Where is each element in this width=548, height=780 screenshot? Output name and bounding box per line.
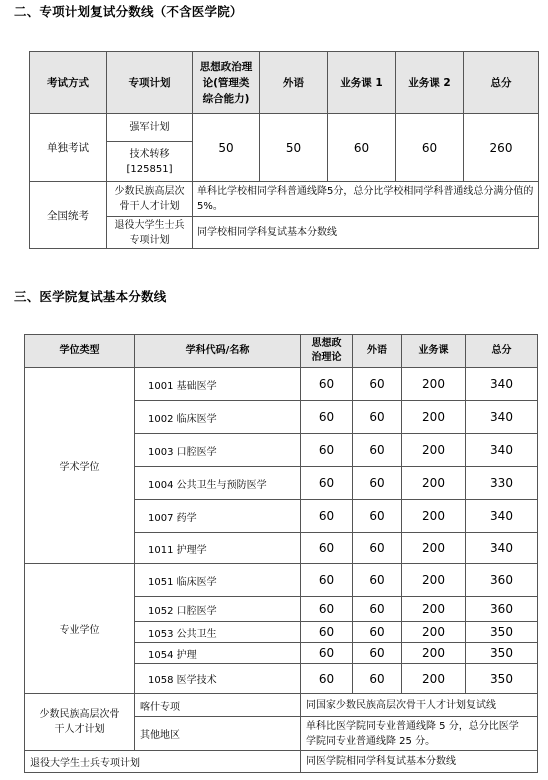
score-foreign: 60 bbox=[353, 643, 402, 664]
section-title-special-plans: 二、专项计划复试分数线（不含医学院） bbox=[14, 4, 243, 19]
subject-name: 1003 口腔医学 bbox=[135, 434, 301, 467]
score-politics: 60 bbox=[301, 564, 353, 597]
header-course-2: 业务课 2 bbox=[396, 52, 464, 114]
score-politics: 60 bbox=[301, 533, 353, 564]
score-politics: 60 bbox=[301, 622, 353, 643]
minority-label-line: 干人才计划 bbox=[54, 724, 105, 735]
exam-method-single: 单独考试 bbox=[30, 114, 107, 182]
score-course: 200 bbox=[402, 564, 466, 597]
score-total: 350 bbox=[466, 664, 538, 694]
score-course: 200 bbox=[402, 622, 466, 643]
header-foreign-language: 外语 bbox=[260, 52, 328, 114]
score-course: 200 bbox=[402, 467, 466, 500]
header-politics-line: 思想政治理 bbox=[199, 60, 253, 73]
header-course: 业务课 bbox=[402, 335, 466, 368]
degree-academic: 学术学位 bbox=[25, 368, 135, 564]
section-title-medical: 三、医学院复试基本分数线 bbox=[14, 289, 167, 304]
score-total: 360 bbox=[466, 564, 538, 597]
score-total: 260 bbox=[464, 114, 539, 182]
subject-name: 1054 护理 bbox=[135, 643, 301, 664]
degree-minority bbox=[25, 694, 135, 751]
score-course: 200 bbox=[402, 401, 466, 434]
score-foreign: 60 bbox=[353, 467, 402, 500]
veteran-note: 同医学院相同学科复试基本分数线 bbox=[301, 751, 538, 773]
plan-veteran bbox=[107, 217, 193, 249]
table-header-row bbox=[30, 52, 539, 114]
score-total: 340 bbox=[466, 533, 538, 564]
score-course-2: 60 bbox=[396, 114, 464, 182]
score-politics: 50 bbox=[193, 114, 260, 182]
kashgar-note: 同国家少数民族高层次骨干人才计划复试线 bbox=[301, 694, 538, 717]
score-course: 200 bbox=[402, 664, 466, 694]
plan-line: 专项计划 bbox=[129, 234, 170, 246]
table-row bbox=[25, 564, 538, 597]
table-row bbox=[30, 182, 539, 217]
score-politics: 60 bbox=[301, 500, 353, 533]
header-special-plan: 专项计划 bbox=[107, 52, 193, 114]
plan-line: 技术转移 bbox=[129, 148, 170, 160]
score-politics: 60 bbox=[301, 368, 353, 401]
plan-tech-transfer bbox=[107, 142, 193, 182]
header-foreign-language: 外语 bbox=[353, 335, 402, 368]
score-course: 200 bbox=[402, 533, 466, 564]
score-course-1: 60 bbox=[328, 114, 396, 182]
note-line: 单科比医学院同专业普通线降 5 分，总分比医学 bbox=[306, 720, 519, 732]
minority-other: 其他地区 bbox=[135, 717, 301, 751]
header-politics-line: 论(管理类 bbox=[202, 76, 250, 89]
score-course: 200 bbox=[402, 500, 466, 533]
subject-name: 1058 医学技术 bbox=[135, 664, 301, 694]
header-subject: 学科代码/名称 bbox=[135, 335, 301, 368]
score-total: 340 bbox=[466, 500, 538, 533]
score-foreign: 50 bbox=[260, 114, 328, 182]
medical-table bbox=[24, 334, 538, 773]
degree-professional: 专业学位 bbox=[25, 564, 135, 694]
plan-line: 退役大学生士兵 bbox=[114, 219, 185, 231]
other-region-note bbox=[301, 717, 538, 751]
score-total: 340 bbox=[466, 434, 538, 467]
minority-note: 单科比学校相同学科普通线降5分，总分比学校相同学科普通线总分满分值的5%。 bbox=[193, 182, 539, 217]
score-politics: 60 bbox=[301, 643, 353, 664]
score-total: 360 bbox=[466, 597, 538, 622]
score-course: 200 bbox=[402, 643, 466, 664]
score-total: 350 bbox=[466, 643, 538, 664]
score-foreign: 60 bbox=[353, 597, 402, 622]
score-foreign: 60 bbox=[353, 533, 402, 564]
subject-name: 1051 临床医学 bbox=[135, 564, 301, 597]
score-politics: 60 bbox=[301, 434, 353, 467]
header-politics bbox=[301, 335, 353, 368]
header-exam-method: 考试方式 bbox=[30, 52, 107, 114]
score-course: 200 bbox=[402, 597, 466, 622]
header-politics bbox=[193, 52, 260, 114]
header-course-1: 业务课 1 bbox=[328, 52, 396, 114]
score-course: 200 bbox=[402, 434, 466, 467]
table-row bbox=[25, 368, 538, 401]
score-total: 330 bbox=[466, 467, 538, 500]
table-row bbox=[30, 114, 539, 142]
plan-line: 骨干人才计划 bbox=[119, 201, 180, 212]
subject-name: 1053 公共卫生 bbox=[135, 622, 301, 643]
table-row bbox=[25, 751, 538, 773]
plan-code: [125851] bbox=[126, 163, 173, 175]
header-politics-line: 思想政 bbox=[311, 338, 342, 349]
veteran-plan: 退役大学生士兵专项计划 bbox=[25, 751, 301, 773]
score-total: 340 bbox=[466, 368, 538, 401]
score-course: 200 bbox=[402, 368, 466, 401]
minority-kashgar: 喀什专项 bbox=[135, 694, 301, 717]
subject-name: 1002 临床医学 bbox=[135, 401, 301, 434]
table-row bbox=[25, 694, 538, 717]
header-degree-type: 学位类型 bbox=[25, 335, 135, 368]
subject-name: 1052 口腔医学 bbox=[135, 597, 301, 622]
table-row bbox=[30, 217, 539, 249]
score-total: 350 bbox=[466, 622, 538, 643]
header-total: 总分 bbox=[464, 52, 539, 114]
score-foreign: 60 bbox=[353, 664, 402, 694]
score-foreign: 60 bbox=[353, 401, 402, 434]
veteran-note: 同学校相同学科复试基本分数线 bbox=[193, 217, 539, 249]
plan-minority bbox=[107, 182, 193, 217]
exam-method-national: 全国统考 bbox=[30, 182, 107, 249]
special-plans-table bbox=[29, 51, 539, 249]
header-politics-line: 治理论 bbox=[311, 352, 342, 363]
score-foreign: 60 bbox=[353, 434, 402, 467]
score-foreign: 60 bbox=[353, 500, 402, 533]
note-line: 学院同专业普通线降 25 分。 bbox=[306, 735, 436, 747]
score-foreign: 60 bbox=[353, 564, 402, 597]
table-header-row bbox=[25, 335, 538, 368]
score-politics: 60 bbox=[301, 401, 353, 434]
score-foreign: 60 bbox=[353, 622, 402, 643]
subject-name: 1001 基础医学 bbox=[135, 368, 301, 401]
subject-name: 1011 护理学 bbox=[135, 533, 301, 564]
score-politics: 60 bbox=[301, 597, 353, 622]
score-total: 340 bbox=[466, 401, 538, 434]
subject-name: 1007 药学 bbox=[135, 500, 301, 533]
header-total: 总分 bbox=[466, 335, 538, 368]
plan-line: 少数民族高层次 bbox=[114, 186, 185, 197]
minority-label-line: 少数民族高层次骨 bbox=[39, 709, 120, 720]
plan-strong-military: 强军计划 bbox=[107, 114, 193, 142]
header-politics-line: 综合能力) bbox=[202, 92, 250, 105]
score-politics: 60 bbox=[301, 467, 353, 500]
subject-name: 1004 公共卫生与预防医学 bbox=[135, 467, 301, 500]
score-foreign: 60 bbox=[353, 368, 402, 401]
score-politics: 60 bbox=[301, 664, 353, 694]
